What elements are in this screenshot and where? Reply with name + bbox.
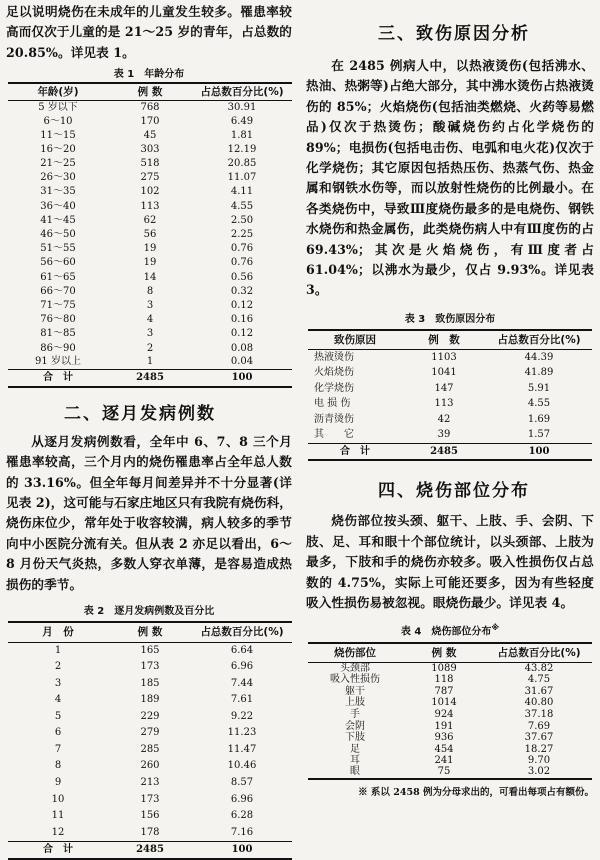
row-label: 10 <box>51 793 65 805</box>
row-percent: 6.64 <box>230 644 254 656</box>
table-row <box>8 129 292 143</box>
row-label: 头颈部 <box>340 662 370 674</box>
row-count: 4 <box>146 314 154 326</box>
table-row <box>8 708 292 725</box>
table3-total-percent: 100 <box>486 443 592 460</box>
row-percent: 2.25 <box>230 229 254 240</box>
row-percent: 1.81 <box>230 129 254 141</box>
table4-caption-text: 表 4 烧伤部位分布 <box>400 626 492 638</box>
table-row <box>308 412 592 428</box>
section4-paragraph: 烧伤部位按头颈、躯干、上肢、手、会阴、下肢、足、耳和眼十个部位统计，以头颈部、上肢为最多，下肢和手的烧伤亦较多。吸入性损伤仅占总数的 4.75%，实际上可能还要多，因为有些轻度吸入性损伤易被忽视。眼烧伤最少。详见表 4。 <box>306 513 594 611</box>
table-row <box>8 675 292 692</box>
table-row <box>8 327 292 341</box>
table1-total-count: 2485 <box>108 370 192 387</box>
table-row <box>8 356 292 370</box>
row-count: 173 <box>140 660 160 672</box>
row-percent: 43.82 <box>524 662 554 674</box>
intro-paragraph: 足以说明烧伤在未成年的儿童发生较多。罹患率较高而仅次于儿童的是 21～25 岁的青年，占总数的 20.85%。详见表 1。 <box>6 4 292 60</box>
row-percent: 44.39 <box>524 351 554 363</box>
row-label: 足 <box>350 743 360 755</box>
table3-body <box>308 350 592 444</box>
row-percent: 0.16 <box>230 314 254 326</box>
table-row <box>8 114 292 128</box>
table4-body <box>308 663 592 779</box>
table2 <box>8 621 292 860</box>
row-label: 7 <box>54 743 62 755</box>
table3-total-count: 2485 <box>402 443 486 460</box>
table-row <box>8 299 292 313</box>
table3-header-cause: 致伤原因 <box>308 330 402 350</box>
table-row <box>8 143 292 157</box>
row-percent: 37.18 <box>524 708 554 720</box>
row-percent: 18.27 <box>524 743 554 755</box>
row-label: 会阴 <box>345 720 365 732</box>
table-row <box>8 171 292 185</box>
row-label: 1 <box>54 644 62 656</box>
row-count: 185 <box>140 677 160 689</box>
table-row <box>8 659 292 676</box>
table-row <box>8 791 292 808</box>
row-label: 11 <box>51 810 65 822</box>
row-count: 113 <box>140 200 160 212</box>
table-row <box>8 692 292 709</box>
row-label: 其 它 <box>314 429 354 441</box>
row-percent: 4.55 <box>230 200 254 212</box>
row-count: 303 <box>140 143 160 155</box>
row-percent: 7.61 <box>230 694 254 706</box>
row-label: 91 岁以上 <box>35 356 81 368</box>
table-row <box>308 663 592 675</box>
table2-header-percent: 占总数百分比(%) <box>192 622 292 642</box>
row-percent: 1.69 <box>527 414 551 426</box>
row-percent: 0.08 <box>230 342 254 354</box>
row-percent: 12.19 <box>227 143 257 155</box>
table2-header-month: 月 份 <box>8 622 108 642</box>
row-count: 3 <box>146 299 154 311</box>
table-row <box>308 428 592 444</box>
section2-paragraph: 从逐月发病例数看，全年中 6、7、8 三个月罹患率较高，三个月内的烧伤罹患率占全年总人数的 33.16%。但全年每月间差异并不十分显著(详见表 2)，这可能与石家庄地区只有我院有烧伤科，烧伤床位少，常年处于收容较满，病人较多的季节向中小医院分流有关。但从表 2 亦足以看出，6～8 月份天气炎热，多数人穿衣单薄，是容易造成热损伤的季节。 <box>6 433 292 592</box>
row-percent: 0.76 <box>230 257 254 269</box>
row-count: 178 <box>140 826 160 838</box>
row-percent: 40.80 <box>524 697 554 709</box>
row-percent: 6.96 <box>230 660 254 672</box>
row-count: 39 <box>437 429 451 441</box>
row-count: 156 <box>140 810 160 822</box>
row-label: 6～10 <box>43 115 73 127</box>
row-label: 火焰烧伤 <box>314 367 354 379</box>
table-row <box>308 350 592 366</box>
row-count: 165 <box>140 644 160 656</box>
table3-total-label: 合 计 <box>308 443 402 460</box>
row-count: 147 <box>434 382 454 394</box>
row-percent: 20.85 <box>227 158 257 170</box>
row-percent: 8.57 <box>230 777 254 789</box>
row-count: 213 <box>140 777 160 789</box>
table-row <box>308 397 592 413</box>
row-count: 454 <box>434 743 454 755</box>
row-label: 6 <box>54 727 62 739</box>
row-label: 12 <box>51 826 65 838</box>
table-row <box>308 698 592 710</box>
table-row <box>8 200 292 214</box>
row-label: 耳 <box>350 755 360 767</box>
row-label: 上肢 <box>345 697 365 709</box>
row-percent: 0.56 <box>230 271 254 283</box>
row-label: 沥青烫伤 <box>314 414 354 426</box>
table3-header-count: 例 数 <box>402 330 486 350</box>
row-percent: 6.96 <box>230 793 254 805</box>
table2-body <box>8 642 292 841</box>
table-row <box>8 808 292 825</box>
row-percent: 1.57 <box>527 429 551 441</box>
row-count: 241 <box>434 755 454 767</box>
table-row <box>308 721 592 733</box>
row-percent: 11.47 <box>227 743 257 755</box>
row-label: 5 岁以下 <box>38 101 78 113</box>
row-label: 11～15 <box>40 129 76 141</box>
row-count: 936 <box>434 732 454 744</box>
row-label: 46～50 <box>40 229 76 240</box>
section3-paragraph: 在 2485 例病人中，以热液烫伤(包括沸水、热油、热粥等)占绝大部分，其中沸水烫伤占热液烫伤的 85%；火焰烧伤(包括油类燃烧、火药等易燃品)仅次于热烫伤；酸碱烧伤约占化学烧伤的 89%；电损伤(包括电击伤、电弧和电火花)仅次于化学烧伤；其它原因包括热压伤、热蒸气伤、热金属和钢铁水伤等，而以放射性烧伤的比例最小。在各类烧伤中，导致Ⅲ度烧伤最多的是电烧伤、钢铁水烧伤和热金属伤，此类烧伤病人中有Ⅲ度伤的占 69.43%；其次是火焰烧伤，有Ⅲ度者占 61.04%；以沸水为最少，仅占 9.93%。详见表 3。 <box>306 58 594 298</box>
row-percent: 7.44 <box>230 677 254 689</box>
row-label: 41～45 <box>40 214 76 226</box>
table4-header-percent: 占总数百分比(%) <box>486 643 592 663</box>
table1-total-label: 合 计 <box>8 370 108 387</box>
row-percent: 30.91 <box>227 101 257 113</box>
table1-caption: 表 1 年龄分布 <box>113 69 185 81</box>
row-count: 170 <box>140 115 160 127</box>
row-count: 14 <box>143 271 157 283</box>
row-label: 吸入性损伤 <box>330 674 380 686</box>
table-row <box>8 214 292 228</box>
table-row <box>8 228 292 242</box>
table-row <box>8 270 292 284</box>
row-percent: 5.91 <box>527 382 551 394</box>
row-percent: 6.28 <box>230 810 254 822</box>
row-count: 8 <box>146 285 154 297</box>
row-count: 275 <box>140 172 160 184</box>
row-label: 36～40 <box>40 200 76 212</box>
row-percent: 0.04 <box>230 356 254 368</box>
row-label: 31～35 <box>40 186 76 198</box>
row-percent: 10.46 <box>227 760 257 772</box>
table-row <box>8 285 292 299</box>
row-label: 61～65 <box>40 271 76 283</box>
row-percent: 0.76 <box>230 243 254 255</box>
row-count: 19 <box>143 243 157 255</box>
table-row <box>8 642 292 659</box>
row-count: 191 <box>434 720 454 732</box>
table2-header-count: 例 数 <box>108 622 192 642</box>
row-count: 113 <box>434 398 454 410</box>
row-label: 76～80 <box>40 314 76 326</box>
row-label: 81～85 <box>40 328 76 340</box>
row-count: 102 <box>140 186 160 198</box>
row-count: 768 <box>140 101 160 113</box>
row-percent: 3.02 <box>527 766 551 778</box>
row-count: 2 <box>146 342 154 354</box>
table4 <box>308 642 592 780</box>
table-row <box>8 742 292 759</box>
row-count: 787 <box>434 685 454 697</box>
row-count: 19 <box>143 257 157 269</box>
table-row <box>308 732 592 744</box>
row-label: 5 <box>54 710 62 722</box>
row-percent: 0.12 <box>230 299 254 311</box>
table-row <box>8 775 292 792</box>
table1-header-count: 例 数 <box>108 83 192 100</box>
row-percent: 9.70 <box>527 755 551 767</box>
row-label: 71～75 <box>40 299 76 311</box>
table1-header-percent: 占总数百分比(%) <box>192 83 292 100</box>
row-count: 173 <box>140 793 160 805</box>
row-count: 56 <box>143 229 157 240</box>
row-percent: 6.49 <box>230 115 254 127</box>
section3-title: 三、致伤原因分析 <box>378 24 530 44</box>
table4-caption-mark: ※ <box>491 623 500 633</box>
row-count: 1089 <box>431 662 457 674</box>
row-percent: 11.23 <box>227 727 257 739</box>
table-row <box>8 341 292 355</box>
table1-header-age: 年龄(岁) <box>8 83 108 100</box>
row-count: 3 <box>146 328 154 340</box>
row-count: 189 <box>140 694 160 706</box>
table4-note: ※ 系以 2458 例为分母求出的，可看出每项占有额份。 <box>358 786 594 798</box>
row-label: 下肢 <box>345 732 365 744</box>
row-percent: 37.67 <box>524 732 554 744</box>
table-row <box>308 709 592 721</box>
row-percent: 31.67 <box>524 685 554 697</box>
table-row <box>8 725 292 742</box>
table3 <box>308 329 592 462</box>
row-label: 3 <box>54 677 62 689</box>
row-percent: 7.69 <box>527 720 551 732</box>
row-percent: 0.32 <box>230 285 254 297</box>
row-percent: 4.55 <box>527 398 551 410</box>
row-label: 8 <box>54 760 62 772</box>
row-label: 21～25 <box>40 158 76 170</box>
table2-total-count: 2485 <box>108 841 192 859</box>
row-count: 1014 <box>431 697 457 709</box>
row-count: 285 <box>140 743 160 755</box>
row-label: 56～60 <box>40 257 76 269</box>
row-percent: 7.16 <box>230 826 254 838</box>
table3-header-percent: 占总数百分比(%) <box>486 330 592 350</box>
row-label: 51～55 <box>40 243 76 255</box>
row-count: 1041 <box>431 367 457 379</box>
table-row <box>8 185 292 199</box>
row-percent: 41.89 <box>524 367 554 379</box>
table2-total-label: 合 计 <box>8 841 108 859</box>
table4-caption <box>306 621 594 639</box>
table-row <box>8 256 292 270</box>
table2-total-percent: 100 <box>192 841 292 859</box>
table2-caption: 表 2 逐月发病例数及百分比 <box>83 606 215 618</box>
table-row <box>308 365 592 381</box>
row-label: 4 <box>54 694 62 706</box>
table-row <box>308 767 592 779</box>
row-label: 26～30 <box>40 172 76 184</box>
row-percent: 9.22 <box>230 710 254 722</box>
table1-total-percent: 100 <box>192 370 292 387</box>
left-column <box>6 0 292 860</box>
row-count: 1 <box>146 356 154 368</box>
table-row <box>8 313 292 327</box>
row-percent: 4.75 <box>527 674 551 686</box>
row-count: 229 <box>140 710 160 722</box>
table-row <box>308 674 592 686</box>
row-count: 45 <box>143 129 157 141</box>
table-row <box>8 242 292 256</box>
table-row <box>308 744 592 756</box>
row-count: 75 <box>437 766 451 778</box>
right-column <box>306 0 594 798</box>
row-label: 16～20 <box>40 143 76 155</box>
section2-title: 二、逐月发病例数 <box>64 403 216 424</box>
row-percent: 4.11 <box>230 186 254 198</box>
row-percent: 0.12 <box>230 328 254 340</box>
row-count: 118 <box>434 674 454 686</box>
table-row <box>8 825 292 842</box>
section4-title: 四、烧伤部位分布 <box>378 481 530 502</box>
row-label: 眼 <box>350 766 360 778</box>
row-percent: 2.50 <box>230 214 254 226</box>
row-label: 手 <box>350 708 360 720</box>
row-label: 86～90 <box>40 342 76 354</box>
row-count: 924 <box>434 708 454 720</box>
row-label: 电 损 伤 <box>314 398 351 410</box>
table-row <box>8 758 292 775</box>
table-row <box>8 100 292 114</box>
table-row <box>308 381 592 397</box>
row-label: 66～70 <box>40 285 76 297</box>
row-label: 9 <box>54 777 62 789</box>
table3-caption: 表 3 致伤原因分布 <box>404 313 496 325</box>
row-label: 2 <box>54 660 62 672</box>
table4-header-site: 烧伤部位 <box>308 643 402 663</box>
table-row <box>8 157 292 171</box>
row-count: 42 <box>437 414 451 426</box>
table4-header-count: 例 数 <box>402 643 486 663</box>
row-label: 化学烧伤 <box>314 382 354 394</box>
row-count: 279 <box>140 727 160 739</box>
row-percent: 11.07 <box>227 172 257 184</box>
row-count: 518 <box>140 158 160 170</box>
table1-body <box>8 100 292 370</box>
row-count: 260 <box>140 760 160 772</box>
row-count: 62 <box>143 214 157 226</box>
row-label: 热液烫伤 <box>314 351 354 363</box>
table1 <box>8 82 292 388</box>
table-row <box>308 686 592 698</box>
row-count: 1103 <box>431 351 457 363</box>
row-label: 躯干 <box>345 685 365 697</box>
